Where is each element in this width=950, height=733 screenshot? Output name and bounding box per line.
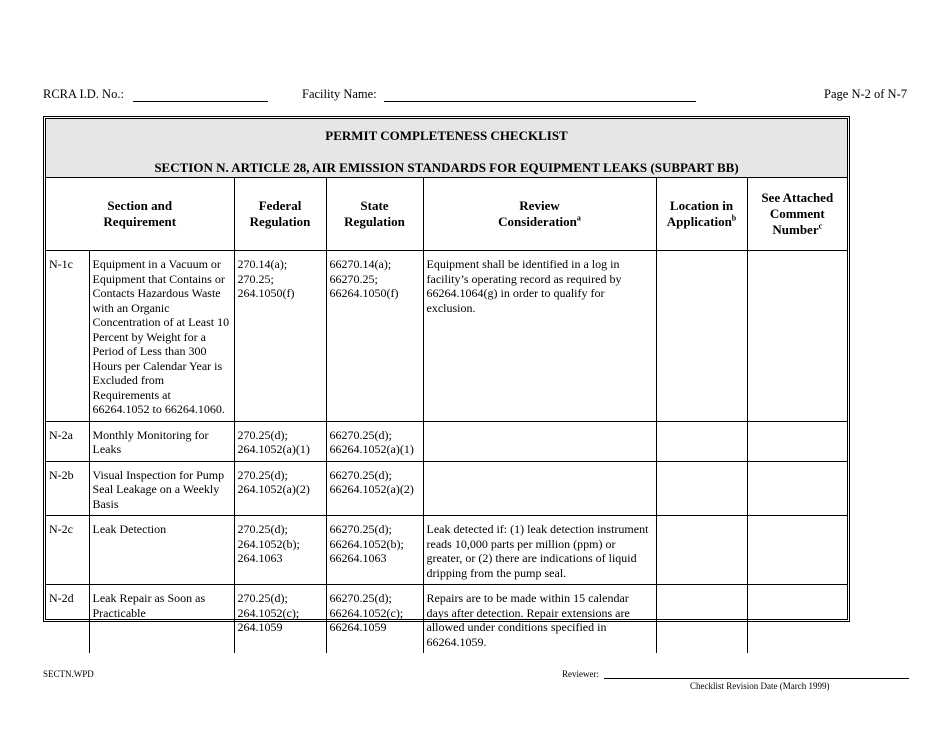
col-header-location-line1: Location in [669, 198, 734, 213]
col-header-review-line1: Review [519, 198, 560, 213]
row-requirement: Visual Inspection for Pump Seal Leakage on a Weekly Basis [92, 467, 225, 511]
col-header-comment-line1: See Attached [761, 190, 834, 205]
footnote-marker-b: b [731, 213, 737, 223]
rcra-id-label: RCRA I.D. No.: [43, 87, 124, 101]
row-location-cell[interactable] [657, 422, 747, 432]
row-comment-cell[interactable] [748, 422, 848, 432]
row-location-cell[interactable] [657, 462, 747, 472]
checklist-table-frame [43, 116, 850, 649]
col-header-location-line2 [657, 214, 747, 230]
row-comment-cell[interactable] [748, 516, 848, 526]
row-review-consideration: Leak detected if: (1) leak detection instrument reads 10,000 parts per million (ppm) or greater, or (2) there are indications of liquid dripping from the pump seal. [426, 522, 649, 580]
reviewer-label: Reviewer: [562, 669, 599, 679]
col-header-state [326, 178, 423, 251]
row-id: N-2c [49, 522, 73, 536]
checklist-title-box [46, 119, 847, 178]
facility-name-field [302, 87, 696, 102]
col-header-section-line1: Section and [107, 198, 173, 213]
row-comment-cell[interactable] [748, 251, 848, 261]
row-comment-cell[interactable] [748, 585, 848, 595]
rcra-id-field [43, 87, 268, 102]
row-location-cell[interactable] [657, 516, 747, 526]
row-federal-regulation: 270.14(a); 270.25; 264.1050(f) [237, 257, 295, 300]
col-header-location [656, 178, 747, 251]
facility-name-blank[interactable] [384, 89, 696, 102]
facility-name-label: Facility Name: [302, 87, 377, 101]
col-header-comment-line3 [748, 222, 848, 238]
file-name: SECTN.WPD [43, 669, 94, 679]
row-state-regulation: 66270.25(d); 66264.1052(b); 66264.1063 [329, 522, 404, 565]
col-header-comment-text: Number [772, 222, 819, 237]
col-header-federal [234, 178, 326, 251]
row-location-cell[interactable] [657, 251, 747, 261]
table-row [46, 421, 847, 461]
revision-date: Checklist Revision Date (March 1999) [690, 681, 830, 691]
row-location-cell[interactable] [657, 585, 747, 595]
col-header-review-text: Consideration [498, 214, 577, 229]
row-federal-regulation: 270.25(d); 264.1052(b); 264.1063 [237, 522, 300, 565]
rcra-id-blank[interactable] [133, 89, 268, 102]
row-requirement: Leak Detection [92, 522, 167, 536]
reviewer-field [562, 669, 909, 679]
col-header-comment [747, 178, 847, 251]
row-review-consideration [424, 422, 656, 432]
col-header-review [423, 178, 656, 251]
col-header-section-line2: Requirement [103, 214, 177, 229]
footnote-marker-a: a [576, 213, 581, 223]
footnote-marker-c: c [818, 221, 823, 231]
table-row [46, 461, 847, 516]
col-header-federal-line1: Federal [258, 198, 302, 213]
table-header-row [46, 178, 847, 251]
col-header-state-line2: Regulation [344, 214, 405, 229]
table-row [46, 516, 847, 585]
col-header-section [46, 178, 234, 251]
col-header-comment-line2: Comment [769, 206, 825, 221]
row-review-consideration [424, 462, 656, 472]
table-row [46, 251, 847, 422]
row-review-consideration: Equipment shall be identified in a log in facility’s operating record as required by 66264.1064(g) in order to qualify for exclusion. [426, 257, 622, 315]
row-id: N-2d [49, 591, 74, 605]
row-requirement: Equipment in a Vacuum or Equipment that Contains or Contacts Hazardous Waste with an Organic Concentration of at Least 10 Percent by Weight for a Period of Less than 300 Hours per Calendar Year is Excluded from Requirements at 66264.1052 to 66264.1060. [92, 257, 230, 416]
row-id: N-2b [49, 467, 74, 482]
reviewer-blank[interactable] [604, 670, 909, 679]
row-comment-cell[interactable] [748, 462, 848, 472]
row-requirement: Monthly Monitoring for Leaks [92, 427, 209, 456]
checklist-table [46, 177, 847, 653]
col-header-review-line2 [424, 214, 656, 230]
row-state-regulation: 66270.14(a); 66270.25; 66264.1050(f) [329, 257, 399, 300]
page-number: Page N-2 of N-7 [824, 87, 907, 101]
row-id: N-1c [49, 257, 73, 271]
row-review-consideration: Repairs are to be made within 15 calendar days after detection. Repair extensions are allowed under conditions specified in 66264.1059. [426, 591, 630, 649]
col-header-location-text: Application [666, 214, 732, 229]
table-row [46, 585, 847, 654]
section-title: SECTION N. ARTICLE 28, AIR EMISSION STANDARDS FOR EQUIPMENT LEAKS (SUBPART BB) [154, 160, 739, 175]
col-header-state-line1: State [360, 198, 389, 213]
row-requirement: Leak Repair as Soon as Practicable [92, 591, 206, 620]
row-state-regulation: 66270.25(d); 66264.1052(a)(2) [329, 467, 414, 496]
row-state-regulation: 66270.25(d); 66264.1052(c); 66264.1059 [329, 591, 404, 634]
col-header-federal-line2: Regulation [249, 214, 311, 229]
row-federal-regulation: 270.25(d); 264.1052(c); 264.1059 [237, 591, 300, 634]
row-state-regulation: 66270.25(d); 66264.1052(a)(1) [329, 427, 414, 456]
row-id: N-2a [49, 427, 73, 442]
row-federal-regulation: 270.25(d); 264.1052(a)(1) [237, 427, 310, 456]
row-federal-regulation: 270.25(d); 264.1052(a)(2) [237, 467, 310, 496]
checklist-title: PERMIT COMPLETENESS CHECKLIST [325, 128, 568, 143]
